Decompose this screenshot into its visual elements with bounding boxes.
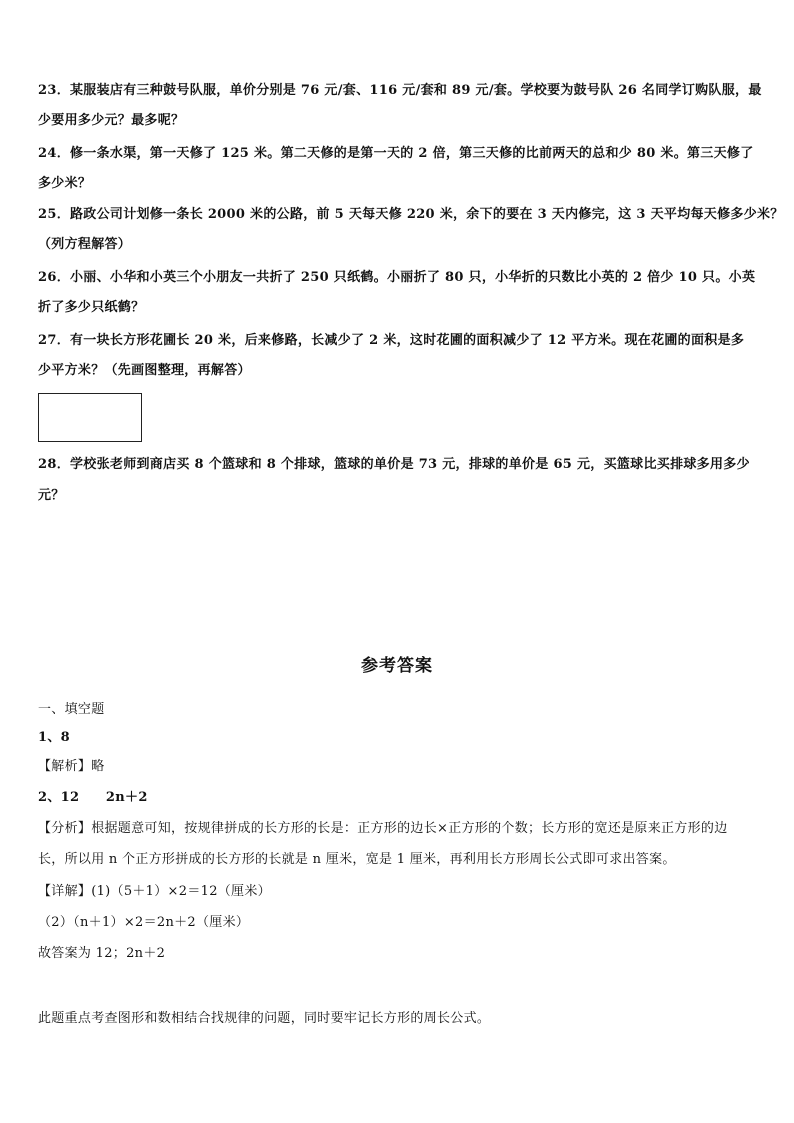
answers-title: 参考答案 <box>361 656 433 676</box>
answer-2: 2、12 2n＋2 <box>38 790 148 805</box>
question-24-line2: 多少米？ <box>38 176 92 191</box>
answer-2-note: 此题重点考查图形和数相结合找规律的问题，同时要牢记长方形的周长公式。 <box>38 1011 491 1026</box>
question-23-line1: 23．某服装店有三种鼓号队服，单价分别是 76 元/套、116 元/套和 89 元/套。学校要为鼓号队 26 名同学订购队服，最 <box>38 83 762 98</box>
answer-2-detail-line1: 【详解】(1)（5＋1）×2＝12（厘米） <box>38 884 271 899</box>
answer-1: 1、8 <box>38 730 70 745</box>
answer-1-analysis: 【解析】略 <box>38 759 105 774</box>
question-27-line1: 27．有一块长方形花圃长 20 米，后来修路，长减少了 2 米，这时花圃的面积减少了 12 平方米。现在花圃的面积是多 <box>38 333 745 348</box>
answer-2-detail-line2: （2）（n＋1）×2＝2n＋2（厘米） <box>38 915 250 930</box>
question-26-line2: 折了多少只纸鹤？ <box>38 300 145 315</box>
section-fill-blank: 一、填空题 <box>38 702 105 717</box>
question-26-line1: 26．小丽、小华和小英三个小朋友一共折了 250 只纸鹤。小丽折了 80 只，小华折的只数比小英的 2 倍少 10 只。小英 <box>38 270 756 285</box>
question-27-line2: 少平方米？（先画图整理，再解答） <box>38 363 251 378</box>
question-25-line1: 25．路政公司计划修一条长 2000 米的公路，前 5 天每天修 220 米，余下的要在 3 天内修完，这 3 天平均每天修多少米？ <box>38 207 784 222</box>
answer-2-analysis-line1: 【分析】根据题意可知，按规律拼成的长方形的长是：正方形的边长×正方形的个数；长方形的宽还是原来正方形的边 <box>38 821 728 836</box>
answer-2-analysis-line2: 长，所以用 n 个正方形拼成的长方形的长就是 n 厘米，宽是 1 厘米，再利用长方形周长公式即可求出答案。 <box>38 852 676 867</box>
question-28-line2: 元？ <box>38 488 65 503</box>
question-24-line1: 24．修一条水渠，第一天修了 125 米。第二天修的是第一天的 2 倍，第三天修的比前两天的总和少 80 米。第三天修了 <box>38 146 754 161</box>
question-25-line2: （列方程解答） <box>38 237 132 252</box>
drawing-box <box>38 393 142 442</box>
question-28-line1: 28．学校张老师到商店买 8 个篮球和 8 个排球，篮球的单价是 73 元，排球的单价是 65 元，买篮球比买排球多用多少 <box>38 457 750 472</box>
answer-2-result: 故答案为 12；2n＋2 <box>38 946 166 961</box>
question-23-line2: 少要用多少元？最多呢？ <box>38 113 185 128</box>
